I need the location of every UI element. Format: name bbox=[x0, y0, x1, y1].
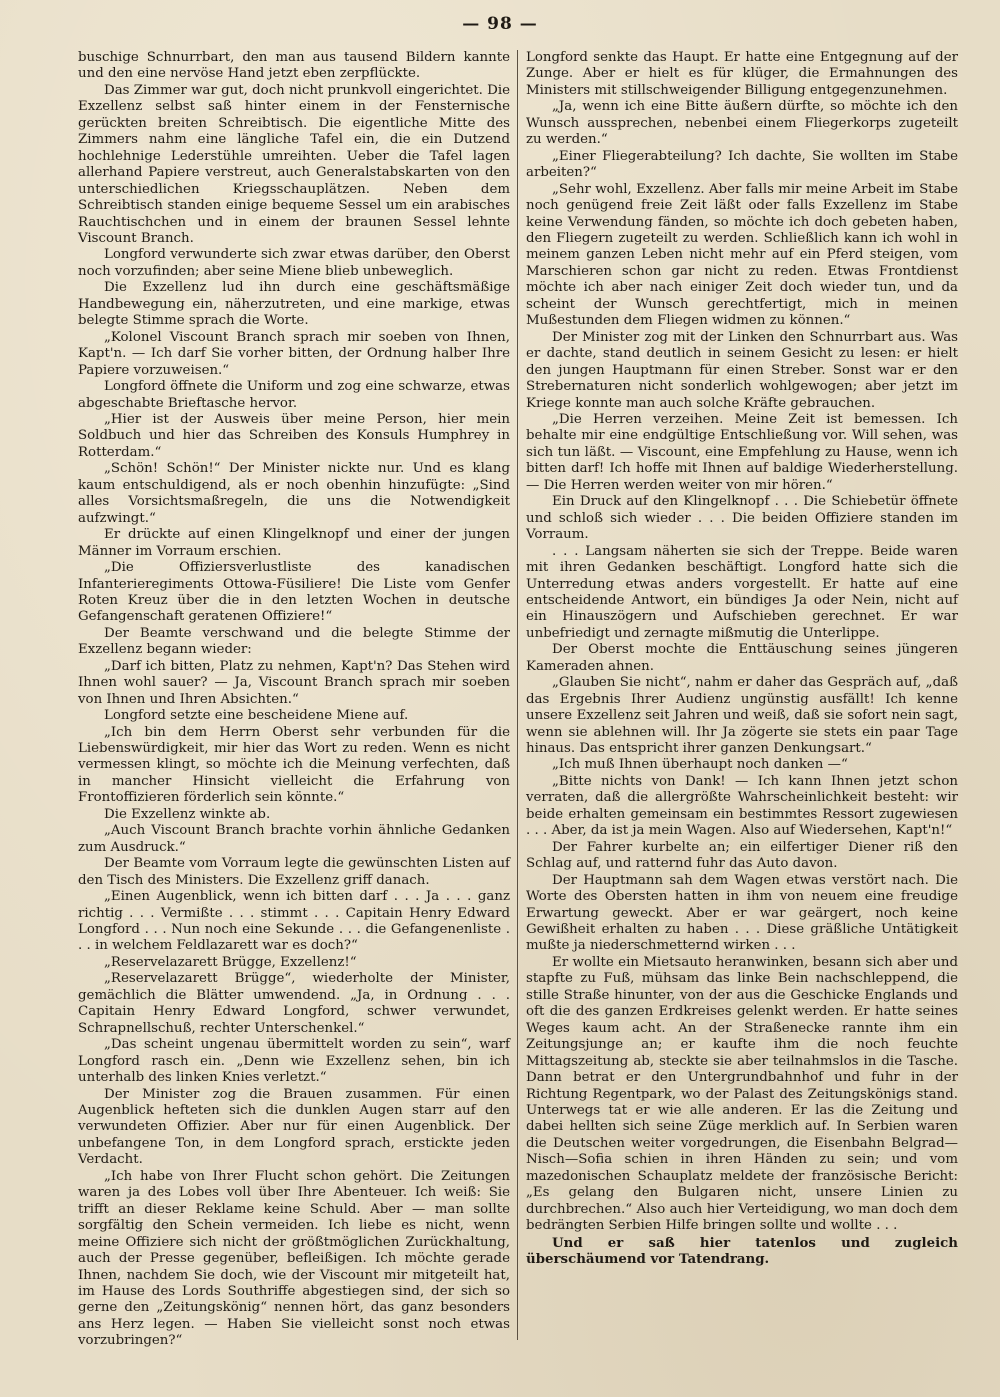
paragraph: Longford senkte das Haupt. Er hatte eine Entgegnung auf der Zunge. Aber er hielt es für klüger, die Ermahnungen des Ministers mit stillschweigender Billigung entgegenzunehmen. bbox=[526, 50, 958, 98]
paragraph: „Einen Augenblick, wenn ich bitten darf . . . Ja . . . ganz richtig . . . Vermißte . . . stimmt . . . Capitain Henry Edward Longford . . . Nun noch eine Sekunde . . . die Gefangenenliste . . . in welchem Feldlazarett war es doch?“ bbox=[78, 889, 510, 954]
paragraph: „Ich bin dem Herrn Oberst sehr verbunden für die Liebenswürdigkeit, mir hier das Wort zu reden. Wenn es nicht vermessen klingt, so möchte ich die Meinung verfechten, daß in mancher Hinsicht vielleicht die Erfahrung von Frontoffizieren förderlich sein könnte.“ bbox=[78, 724, 510, 806]
column-divider bbox=[517, 50, 518, 1340]
paragraph: „Glauben Sie nicht“, nahm er daher das Gespräch auf, „daß das Ergebnis Ihrer Audienz ungünstig ausfällt! Ich kenne unsere Exzellenz seit Jahren und weiß, daß sie sofort nein sagt, wenn sie ablehnen will. Ihr Ja zögerte sie stets ein paar Tage hinaus. Das entspricht ihrer ganzen Denkungsart.“ bbox=[526, 675, 958, 757]
paragraph: „Reservelazarett Brügge, Exzellenz!“ bbox=[104, 954, 357, 970]
paragraph: „Bitte nichts von Dank! — Ich kann Ihnen jetzt schon verraten, daß die allergrößte Wahrscheinlichkeit besteht: wir beide erhalten gemeinsam ein bestimmtes Ressort zugewiesen . . . Aber, da ist ja mein Wagen. Also auf Wiedersehen, Kapt'n!“ bbox=[526, 773, 958, 839]
paragraph: „Schön! Schön!“ Der Minister nickte nur. Und es klang kaum entschuldigend, als er noch obenhin hinzufügte: „Sind alles Vorsichtsmaßregeln, die uns die Notwendigkeit aufzwingt.“ bbox=[78, 461, 510, 526]
paragraph: „Die Herren verzeihen. Meine Zeit ist bemessen. Ich behalte mir eine endgültige Entschließung vor. Will sehen, was sich tun läßt. — Viscount, eine Empfehlung zu Hause, wenn ich bitten darf! Ich hoffe mit Ihnen auf baldige Wiederherstellung. — Die Herren werden weiter von mir hören.“ bbox=[526, 411, 958, 493]
paragraph: „Die Offiziersverlustliste des kanadischen Infanterieregiments Ottowa-Füsiliere! Die Liste vom Genfer Roten Kreuz über die in den letzten Wochen in deutsche Gefangenschaft geratenen Offiziere!“ bbox=[78, 560, 510, 625]
paragraph: Er drückte auf einen Klingelknopf und einer der jungen Männer im Vorraum erschien. bbox=[78, 527, 510, 559]
paragraph: „Ja, wenn ich eine Bitte äußern dürfte, so möchte ich den Wunsch aussprechen, nebenbei einem Fliegerkorps zugeteilt zu werden.“ bbox=[526, 99, 958, 148]
paragraph: Der Minister zog die Brauen zusammen. Für einen Augenblick hefteten sich die dunklen Augen starr auf den verwundeten Offizier. Aber nur für einen Augenblick. Der unbefangene Ton, in dem Longford sprach, erstickte jeden Verdacht. bbox=[78, 1086, 510, 1168]
right-column bbox=[526, 50, 958, 1268]
paragraph: „Kolonel Viscount Branch sprach mir soeben von Ihnen, Kapt'n. — Ich darf Sie vorher bitten, der Ordnung halber Ihre Papiere vorzuweisen.“ bbox=[78, 329, 510, 378]
paragraph: Longford öffnete die Uniform und zog eine schwarze, etwas abgeschabte Brieftasche hervor. bbox=[78, 379, 510, 411]
paragraph: Der Hauptmann sah dem Wagen etwas verstört nach. Die Worte des Obersten hatten in ihm von neuem eine freudige Erwartung geweckt. Aber er war geärgert, noch keine Gewißheit erhalten zu haben . . . Diese gräßliche Untätigkeit mußte ja niederschmetternd wirken . . . bbox=[526, 872, 958, 954]
paragraph: „Darf ich bitten, Platz zu nehmen, Kapt'n? Das Stehen wird Ihnen wohl sauer? — Ja, Viscount Branch sprach mir soeben von Ihnen und Ihren Absichten.“ bbox=[78, 658, 510, 707]
paragraph: Die Exzellenz winkte ab. bbox=[104, 806, 271, 822]
paragraph: „Sehr wohl, Exzellenz. Aber falls mir meine Arbeit im Stabe noch genügend freie Zeit läßt oder falls Exzellenz im Stabe keine Verwendung fänden, so möchte ich doch gebeten haben, den Fliegern zugeteilt zu werden. Schließlich kann ich wohl in meinem ganzen Leben nicht mehr auf ein Pferd steigen, vom Marschieren schon gar nicht zu reden. Etwas Frontdienst möchte ich aber nach einiger Zeit doch wieder tun, und da scheint der Wunsch gerechtfertigt, mich in meinen Mußestunden dem Fliegen widmen zu können.“ bbox=[526, 181, 958, 329]
paragraph: Der Beamte vom Vorraum legte die gewünschten Listen auf den Tisch des Ministers. Die Exzellenz griff danach. bbox=[78, 856, 510, 888]
paragraph: „Reservelazarett Brügge“, wiederholte der Minister, gemächlich die Blätter umwendend. „Ja, in Ordnung . . . Capitain Henry Edward Longford, schwer verwundet, Schrapnellschuß, rechter Unterschenkel.“ bbox=[78, 971, 510, 1036]
paragraph: Er wollte ein Mietsauto heranwinken, besann sich aber und stapfte zu Fuß, mühsam das linke Bein nachschleppend, die stille Straße hinunter, von der aus die Geschicke Englands und oft die des ganzen Erdkreises gelenkt werden. Er hatte seines Weges kaum acht. An der Straßenecke rannte ihm ein Zeitungsjunge an; er kaufte ihm die noch feuchte Mittagszeitung ab, steckte sie aber teilnahmslos in die Tasche. Dann betrat er den Untergrundbahnhof und fuhr in der Richtung Regentpark, wo der Palast des Zeitungskönigs stand. Unterwegs tat er wie alle anderen. Er las die Zeitung und dabei hellten sich seine Züge merklich auf. In Serbien waren die Deutschen weiter vorgedrungen, die Eisenbahn Belgrad—Nisch—Sofia schien in ihren Händen zu sein; und vom mazedonischen Schauplatz meldete der französische Bericht: „Es gelang den Bulgaren nicht, unsere Linien zu durchbrechen.“ Also auch hier Verteidigung, wo man doch dem bedrängten Serbien Hilfe bringen sollte und wollte . . . bbox=[526, 954, 958, 1234]
paragraph: . . . Langsam näherten sie sich der Treppe. Beide waren mit ihren Gedanken beschäftigt. Longford hatte sich die Unterredung etwas anders vorgestellt. Er hatte auf eine entscheidende Antwort, ein bündiges Ja oder Nein, nicht auf ein Hinauszögern und Aufschieben gerechnet. Er war unbefriedigt und zernagte mißmutig die Unterlippe. bbox=[526, 543, 958, 641]
paragraph: „Ich muß Ihnen überhaupt noch danken —“ bbox=[552, 757, 848, 773]
paragraph: Longford verwunderte sich zwar etwas darüber, den Oberst noch vorzufinden; aber seine Miene blieb unbeweglich. bbox=[78, 247, 510, 279]
paragraph: „Einer Fliegerabteilung? Ich dachte, Sie wollten im Stabe arbeiten?“ bbox=[526, 148, 958, 181]
paragraph: Der Minister zog mit der Linken den Schnurrbart aus. Was er dachte, stand deutlich in seinem Gesicht zu lesen: er hielt den jungen Hauptmann für einen Streber. Sonst war er den Strebernaturen nicht sonderlich wohlgewogen; aber jetzt im Kriege konnte man auch solche Kräfte gebrauchen. bbox=[526, 329, 958, 411]
paragraph: Longford setzte eine bescheidene Miene auf. bbox=[104, 708, 409, 724]
paragraph: „Das scheint ungenau übermittelt worden zu sein“, warf Longford rasch ein. „Denn wie Exzellenz sehen, bin ich unterhalb des linken Knies verletzt.“ bbox=[78, 1037, 510, 1086]
page-number: — 98 — bbox=[462, 14, 538, 34]
paragraph: „Ich habe von Ihrer Flucht schon gehört. Die Zeitungen waren ja des Lobes voll über Ihre Abenteuer. Ich weiß: Sie trifft an dieser Reklame keine Schuld. Aber — man sollte sorgfältig den Schein vermeiden. Ich liebe es nicht, wenn meine Offiziere sich nicht der größtmöglichen Zurückhaltung, auch der Presse gegenüber, befleißigen. Ich möchte gerade Ihnen, nachdem Sie doch, wie der Viscount mir mitgeteilt hat, im Hause des Lords Southriffe abgestiegen sind, der sich so gerne den „Zeitungskönig“ nennen hört, das ganz besonders ans Herz legen. — Haben Sie vielleicht sonst noch etwas vorzubringen?“ bbox=[78, 1168, 510, 1349]
paragraph: Und er saß hier tatenlos und zugleich überschäumend vor Tatendrang. bbox=[526, 1234, 958, 1268]
paragraph: Der Beamte verschwand und die belegte Stimme der Exzellenz begann wieder: bbox=[78, 625, 510, 658]
paragraph: „Auch Viscount Branch brachte vorhin ähnliche Gedanken zum Ausdruck.“ bbox=[78, 823, 510, 855]
paragraph: Der Fahrer kurbelte an; ein eilfertiger Diener riß den Schlag auf, und ratternd fuhr das Auto davon. bbox=[526, 839, 958, 872]
paragraph: buschige Schnurrbart, den man aus tausend Bildern kannte und den eine nervöse Hand jetzt eben zerpflückte. bbox=[78, 50, 510, 82]
paragraph: Der Oberst mochte die Enttäuschung seines jüngeren Kameraden ahnen. bbox=[526, 642, 958, 674]
paragraph: Das Zimmer war gut, doch nicht prunkvoll eingerichtet. Die Exzellenz selbst saß hinter einem in der Fensternische gerückten breiten Schreibtisch. Die eigentliche Mitte des Zimmers nahm eine längliche Tafel ein, die ein Dutzend hochlehnige Lederstühle umreihten. Ueber die Tafel lagen allerhand Papiere verstreut, auch Generalstabskarten von den unterschiedlichen Kriegsschauplätzen. Neben dem Schreibtisch standen einige bequeme Sessel um ein arabisches Rauchtischchen und in einem der braunen Sessel lehnte Viscount Branch. bbox=[78, 82, 510, 246]
paragraph: „Hier ist der Ausweis über meine Person, hier mein Soldbuch und hier das Schreiben des Konsuls Humphrey in Rotterdam.“ bbox=[78, 411, 510, 460]
left-column bbox=[78, 50, 510, 1350]
paragraph: Die Exzellenz lud ihn durch eine geschäftsmäßige Handbewegung ein, näherzutreten, und eine markige, etwas belegte Stimme sprach die Worte. bbox=[78, 280, 510, 329]
paragraph: Ein Druck auf den Klingelknopf . . . Die Schiebetür öffnete und schloß sich wieder . . . Die beiden Offiziere standen im Vorraum. bbox=[526, 494, 958, 543]
